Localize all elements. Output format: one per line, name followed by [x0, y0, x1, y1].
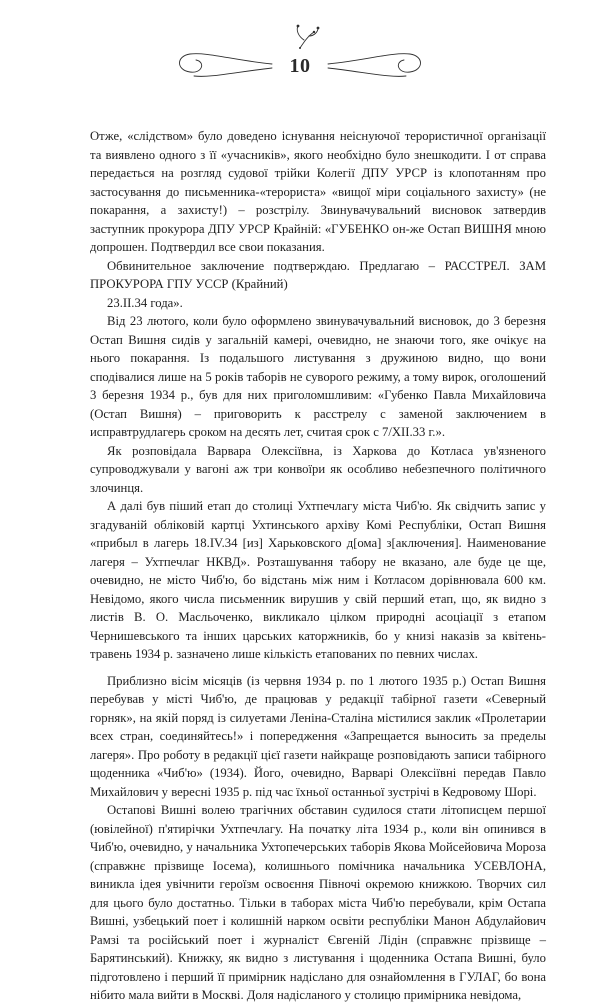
- paragraph: Остапові Вишні волею трагічних обставин судилося стати літописцем першої (ювілейної) п'ятирічки Ухтпечлагу. На початку літа 1934 р., коли він опинився в Чиб'ю, очевидно, у начальника Ухтопечерських таборів Якова Мойсейовича Мороза (справжнє прізвище Іосема), колишнього помічника начальника УСЕВЛОНА, виникла ідея увічнити героїзм освоєння Півночі окремою книжкою. Творчих сил для цього було достатньо. Тільки в таборах міста Чиб'ю перебували, крім Остапа Вишні, узбецький поет і колишній нарком освіти республіки Манон Абдулайович Рамзі та російський поет і журналіст Євгеній Лідін (справжнє прізвище – Барятинський). Книжку, як видно з листування і щоденника Остапа Вишні, було підготовлено і перший її примірник надіслано для ознайомлення в ГУЛАГ, бо вона нібито мала вийти в Москві. Доля надісланого у столицю примірника невідома,: [90, 803, 546, 1002]
- paragraph: Як розповідала Варвара Олексіївна, із Харкова до Котласа ув'язненого супроводжували у вагоні аж три конвоїри як особливо небезпечного політичного злочинця.: [90, 443, 546, 495]
- paragraph: Приблизно вісім місяців (із червня 1934 р. по 1 лютого 1935 р.) Остап Вишня перебував у місті Чиб'ю, де працював у редакції табірної газети «Северный горняк», на якій поряд із силуетами Леніна-Сталіна містилися заклик «Пролетарии всех стран, соединяйтесь!» і попередження «Запрещается выносить за пределы лагеря». Про роботу в редакції цієї газети найкраще розповідають записи табірного щоденника «Чиб'ю» (1934). Його, очевидно, Варварі Олексіївні передав Павло Михайлович у вересні 1935 р. під час їхньої останньої зустрічі в Кедровому Шорі.: [90, 673, 546, 799]
- paragraph: А далі був піший етап до столиці Ухтпечлагу міста Чиб'ю. Як свідчить запис у згадуваній обліковій картці Ухтинського архіву Комі Республіки, Остап Вишня «прибыл в лагерь 18.IV.34 [из] Харьковского д[ома] з[аключения]. Наименование лагеря – Ухтпечлаг НКВД». Розташування табору не вказано, але буде це ще, очевидно, не місто Чиб'ю, бо відстань між ним і Котласом дорівнювала 600 км. Невідомо, якого числа письменник вирушив у свій перший етап, що, як видно з листів В. О. Масльоченко, викликало цілком природні асоціації з етапом Чернишевського та інших царських каторжників, бо у книзі наказів за квітень-травень 1934 р. зазначено лише кількість етапованих по певних числах.: [90, 499, 546, 661]
- paragraph: Від 23 лютого, коли було оформлено звинувачувальний висновок, до 3 березня Остап Вишня сидів у загальній камері, очевидно, не знаючи того, яке очікує на нього покарання. Із подальшого листування з дружиною видно, що вони сподівалися лише на 5 років таборів не суворого режиму, а тому вирок, оголошений 3 березня 1934 р., був для них приголомшливим: «Губенко Павла Михайловича (Остап Вишня) – приговорить к расстрелу с заменой заключением в исправтрудлагерь сроком на десять лет, считая срок с 7/XII.33 г.».: [90, 314, 546, 439]
- paragraph: Отже, «слідством» було доведено існування неіснуючої терористичної організації та виявлено одного з її «учасників», якого необхідно було знешкодити. І от справа передається на розгляд судової трійки Колегії ДПУ УРСР із клопотанням про застосування до письменника-«терориста» «вищої міри соціального захисту» (не покарання, а захисту!) – розстрілу. Звинувачувальний висновок затвердив заступник прокурора ДПУ УРСР Крайній: «ГУБЕНКО он-же Остап ВИШНЯ мною допрошен. Подтвердил все свои показания.: [90, 129, 546, 254]
- page-number: 10: [289, 55, 311, 77]
- paragraph: Обвинительное заключение подтверждаю. Предлагаю – РАССТРЕЛ. ЗАМ ПРОКУРОРА ГПУ УССР (Крайний): [90, 258, 546, 291]
- paragraph: 23.II.34 года».: [107, 295, 183, 310]
- body-text: [90, 127, 546, 1005]
